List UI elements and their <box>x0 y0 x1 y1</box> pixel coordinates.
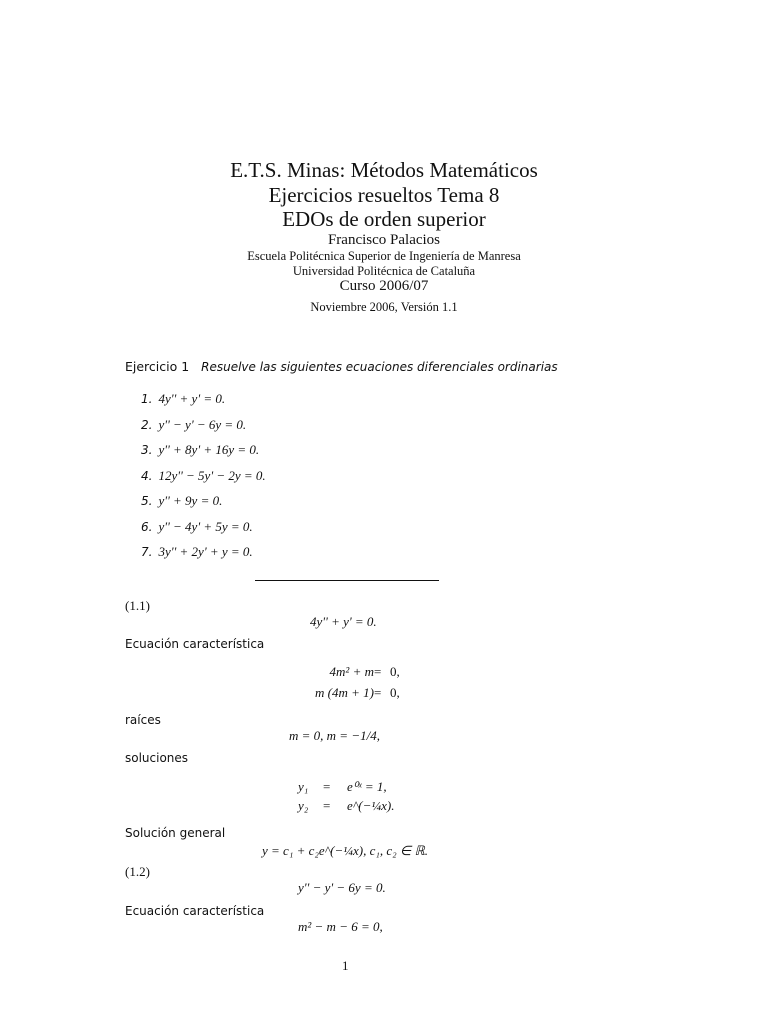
exercise-item <box>141 414 246 433</box>
exercise-item-number: 4. <box>141 468 153 483</box>
exercise-item-equation: 12y'' − 5y' − 2y = 0. <box>158 467 266 483</box>
exercise-item-equation: y'' + 8y' + 16y = 0. <box>158 442 260 457</box>
general-solution-label: Solución general <box>125 826 226 840</box>
exercise-item-number: 7. <box>141 545 153 559</box>
course: Curso 2006/07 <box>339 278 429 294</box>
exercise-statement: Resuelve las siguientes ecuaciones diferenciales ordinarias <box>201 360 558 374</box>
solution-tag-1-1: (1.1) <box>125 598 150 613</box>
date-version: Noviembre 2006, Versión 1.1 <box>310 300 458 314</box>
y1-rhs: e⁰ˣ = 1, <box>347 779 387 794</box>
equation-1-2: y'' − y' − 6y = 0. <box>298 880 386 895</box>
char-eq-2-lhs: m (4m + 1) <box>315 685 374 700</box>
exercise-item-number: 5. <box>141 494 153 508</box>
solutions-label: soluciones <box>125 751 189 765</box>
page-number: 1 <box>342 958 349 973</box>
exercise-item-equation: y'' − 4y' + 5y = 0. <box>158 518 253 534</box>
exercise-item-equation: 4y'' + y' = 0. <box>158 391 226 406</box>
solution-tag-1-2: (1.2) <box>125 864 150 879</box>
exercise-item-number: 6. <box>141 519 153 534</box>
affiliation-2: Universidad Politécnica de Cataluña <box>292 264 476 278</box>
exercise-item-equation: 3y'' + 2y' + y = 0. <box>158 544 253 559</box>
exercise-item <box>141 541 253 560</box>
equation-1-1: 4y'' + y' = 0. <box>310 614 377 629</box>
exercise-item <box>141 439 259 458</box>
exercise-heading <box>125 359 558 374</box>
char-eq-1-lhs: 4m² + m <box>329 664 374 679</box>
general-solution: y = c₁ + c₂e^(−¼x), c₁, c₂ ∈ ℝ. <box>262 843 429 858</box>
char-eq-2-rhs: 0, <box>390 685 400 700</box>
y2-rhs: e^(−¼x). <box>347 798 395 813</box>
exercise-item <box>141 490 222 509</box>
exercise-label: Ejercicio 1 <box>125 359 190 374</box>
exercise-item-number: 3. <box>141 443 153 457</box>
char-eq-1-equals: = <box>374 664 382 679</box>
char-eq-2-equals: = <box>374 685 382 700</box>
exercise-item <box>141 516 253 535</box>
char-eq-1-2: m² − m − 6 = 0, <box>298 919 383 934</box>
affiliation-1: Escuela Politécnica Superior de Ingeniería de Manresa <box>247 249 521 263</box>
exercise-item-equation: y'' + 9y = 0. <box>158 493 223 508</box>
char-eq-label-1-1: Ecuación característica <box>125 637 265 651</box>
exercise-item-number: 2. <box>141 417 153 432</box>
char-eq-1-rhs: 0, <box>390 664 400 679</box>
title-line-3: EDOs de orden superior <box>282 207 486 231</box>
exercise-item <box>141 388 225 407</box>
title-line-1: E.T.S. Minas: Métodos Matemáticos <box>230 158 538 182</box>
title-line-2: Ejercicios resueltos Tema 8 <box>268 183 500 207</box>
roots-label: raíces <box>125 713 161 727</box>
y2-lhs: y₂ <box>298 798 309 813</box>
char-eq-label-1-2: Ecuación característica <box>125 904 265 918</box>
y2-equals: = <box>323 798 331 813</box>
exercise-item-number: 1. <box>141 392 153 406</box>
roots-value: m = 0, m = −1/4, <box>289 728 380 743</box>
author: Francisco Palacios <box>327 232 441 248</box>
y1-lhs: y₁ <box>298 779 309 794</box>
y1-equals: = <box>323 779 331 794</box>
exercise-item-equation: y'' − y' − 6y = 0. <box>158 416 247 432</box>
exercise-item <box>141 465 266 484</box>
separator-rule <box>255 580 439 581</box>
